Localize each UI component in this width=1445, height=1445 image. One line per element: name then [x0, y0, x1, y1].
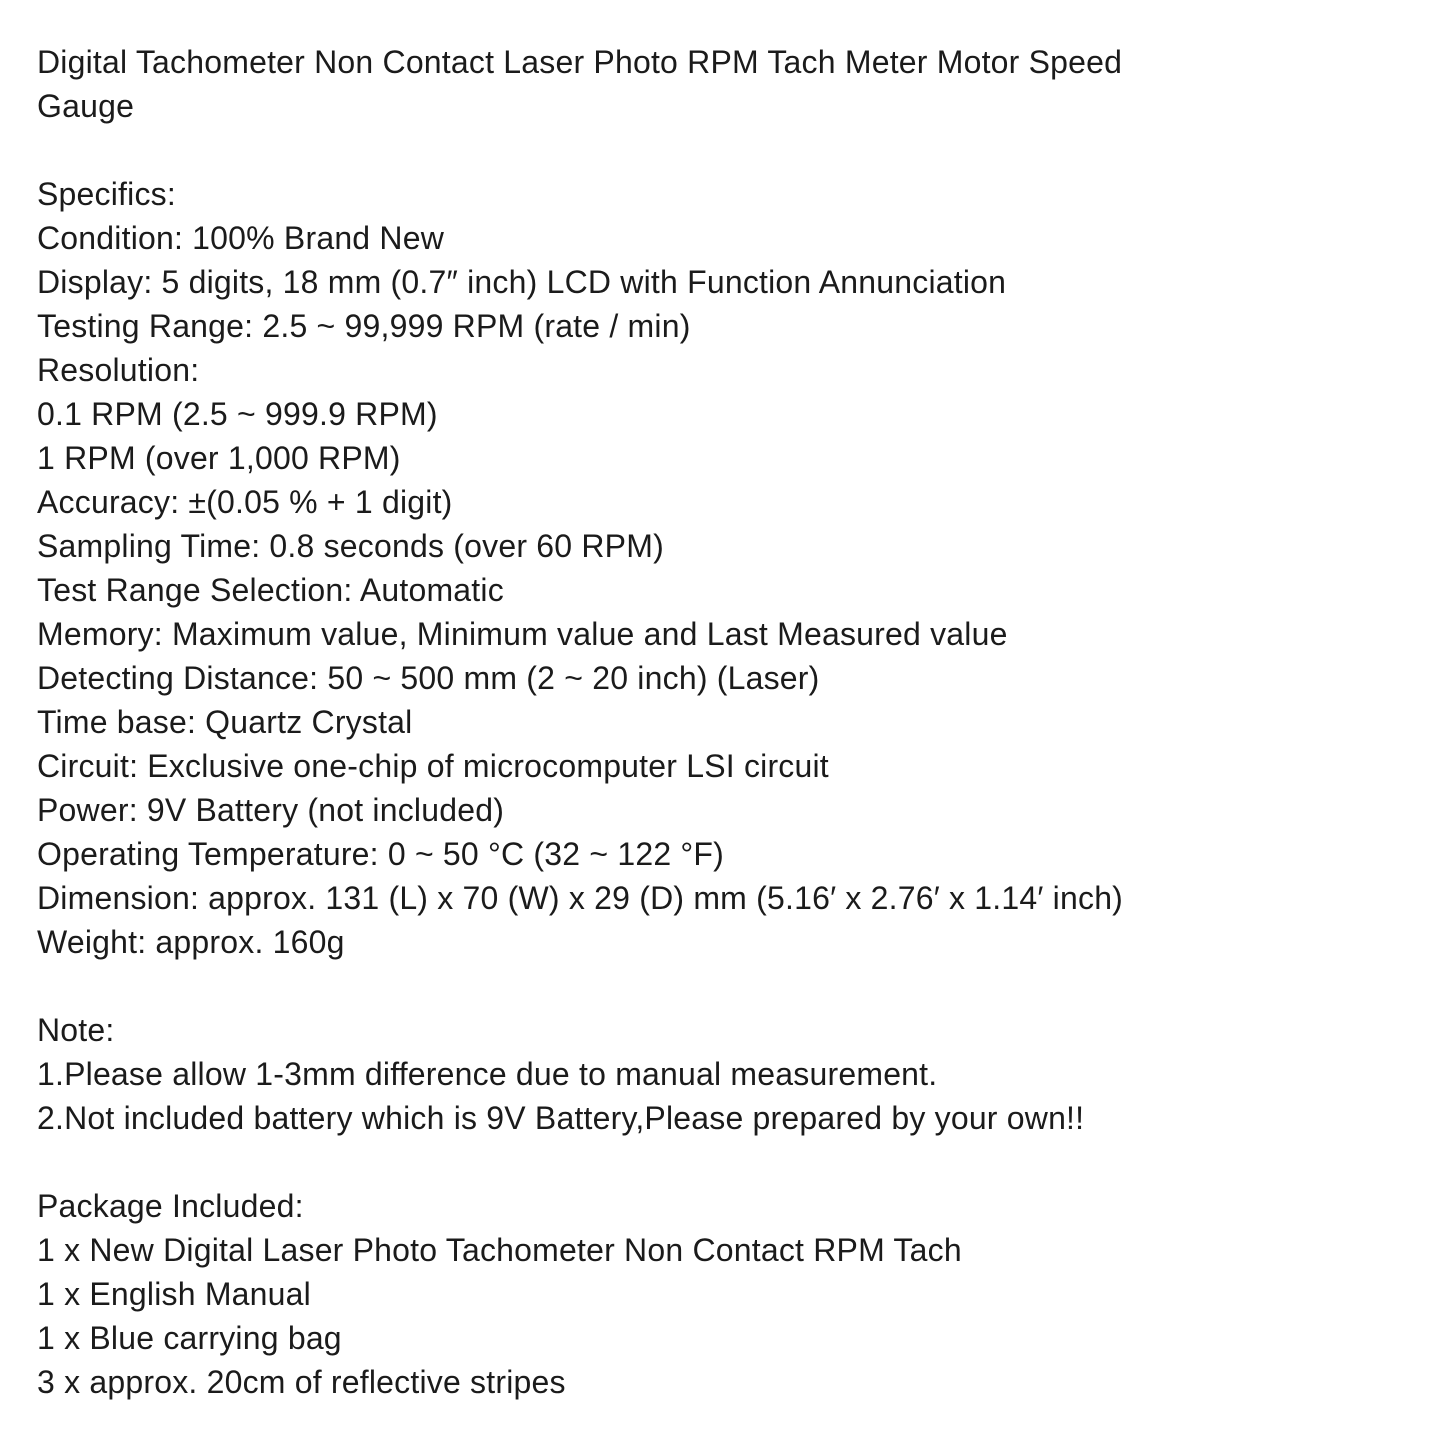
specifics-heading: Specifics:	[37, 176, 176, 212]
spec-weight: Weight: approx. 160g	[37, 924, 345, 960]
spec-operating-temperature: Operating Temperature: 0 ~ 50 °C (32 ~ 122 °F)	[37, 836, 725, 872]
note-heading: Note:	[37, 1012, 115, 1048]
product-title-line-2: Gauge	[37, 88, 135, 124]
package-item-manual: 1 x English Manual	[37, 1276, 311, 1312]
package-included-heading: Package Included:	[37, 1188, 304, 1224]
spec-time-base: Time base: Quartz Crystal	[37, 704, 413, 740]
product-title-line-1: Digital Tachometer Non Contact Laser Photo RPM Tach Meter Motor Speed	[37, 44, 1123, 80]
spec-dimension: Dimension: approx. 131 (L) x 70 (W) x 29 (D) mm (5.16′ x 2.76′ x 1.14′ inch)	[37, 880, 1124, 916]
spec-testing-range: Testing Range: 2.5 ~ 99,999 RPM (rate / min)	[37, 308, 691, 344]
spec-display: Display: 5 digits, 18 mm (0.7″ inch) LCD with Function Annunciation	[37, 264, 1007, 300]
spec-sampling-time: Sampling Time: 0.8 seconds (over 60 RPM)	[37, 528, 664, 564]
package-item-bag: 1 x Blue carrying bag	[37, 1320, 342, 1356]
spec-circuit: Circuit: Exclusive one-chip of microcomputer LSI circuit	[37, 748, 829, 784]
package-item-tachometer: 1 x New Digital Laser Photo Tachometer Non Contact RPM Tach	[37, 1232, 962, 1268]
spec-resolution-high: 1 RPM (over 1,000 RPM)	[37, 440, 401, 476]
spec-test-range-selection: Test Range Selection: Automatic	[37, 572, 504, 608]
spec-resolution-low: 0.1 RPM (2.5 ~ 999.9 RPM)	[37, 396, 438, 432]
spec-resolution-heading: Resolution:	[37, 352, 200, 388]
spec-power: Power: 9V Battery (not included)	[37, 792, 505, 828]
spec-memory: Memory: Maximum value, Minimum value and Last Measured value	[37, 616, 1008, 652]
note-item-2: 2.Not included battery which is 9V Battery,Please prepared by your own!!	[37, 1100, 1085, 1136]
note-item-1: 1.Please allow 1-3mm difference due to manual measurement.	[37, 1056, 938, 1092]
spec-condition: Condition: 100% Brand New	[37, 220, 445, 256]
spec-accuracy: Accuracy: ±(0.05 % + 1 digit)	[37, 484, 453, 520]
spec-detecting-distance: Detecting Distance: 50 ~ 500 mm (2 ~ 20 inch) (Laser)	[37, 660, 820, 696]
package-item-stripes: 3 x approx. 20cm of reflective stripes	[37, 1364, 566, 1400]
